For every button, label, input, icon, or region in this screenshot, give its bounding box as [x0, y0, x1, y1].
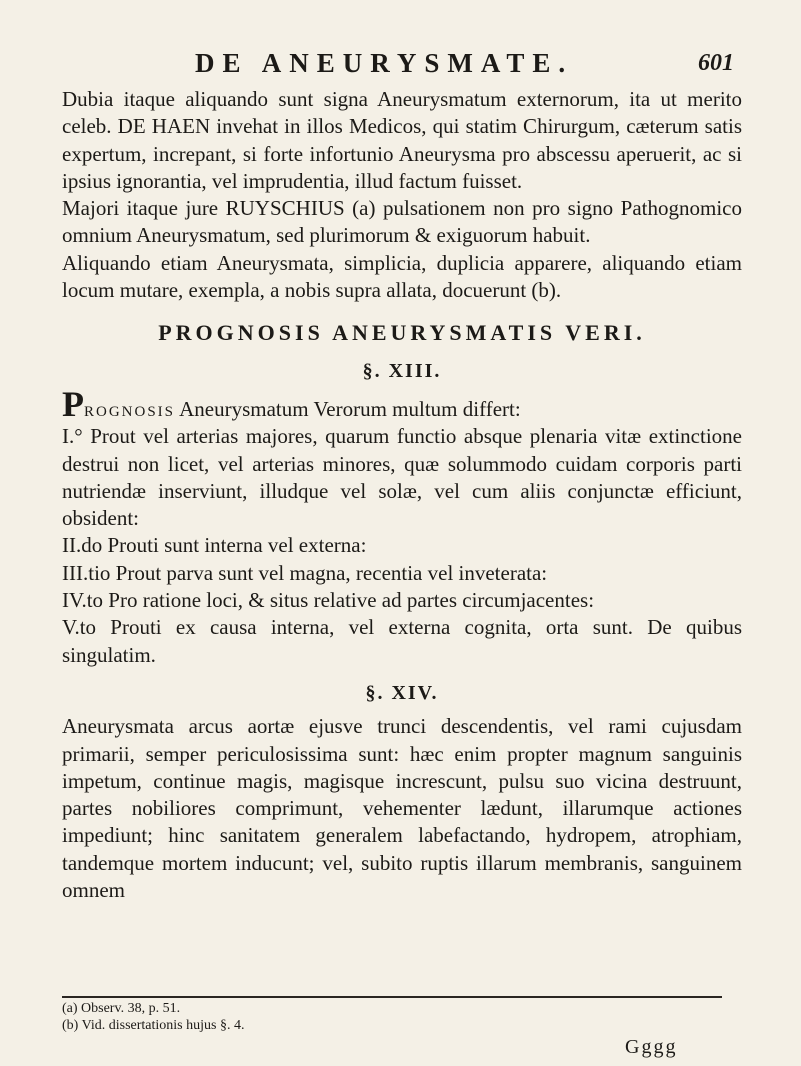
list-item-3: III.tio Prout parva sunt vel magna, recentia vel inveterata: [62, 560, 548, 585]
paragraph-dubia: Dubia itaque aliquando sunt signa Aneurysmatum externorum, ita ut merito celeb. DE HAEN invehat in illos Medicos, qui statim Chirurgum, cæterum satis expertum, increpant, si forte infortunio Aneurysma pro abscessu aperuerit, ac si ipsius ignorantia, vel imprudentia, illud factum fuisset. [62, 87, 742, 193]
footnote-a: (a) Observ. 38, p. 51. [62, 1001, 181, 1016]
intro-smallcaps: rognosis [84, 396, 176, 421]
paragraph-aliquando: Aliquando etiam Aneurysmata, simplicia, duplicia apparere, aliquando etiam locum mutare, exempla, a nobis supra allata, docuerunt (b). [62, 250, 742, 303]
paragraph-aneurysmata-arcus: Aneurysmata arcus aortæ ejusve trunci descendentis, vel rami cujusdam primarii, semper periculosissima sunt: hæc enim propter magnum sanguinis impetum, continue magis, magisque increscunt, pulsu suo vicina destruunt, partes nobiliores comprimunt, vehementer lædunt, illarumque actiones impediunt; hinc sanitatem generalem labefactando, hydropem, atrophiam, tandemque mortem inducunt; vel, subito ruptis illarum membranis, sanguinem omnem [62, 714, 742, 903]
intro-rest: Aneurysmatum Verorum multum differt: [175, 396, 521, 421]
main-text [62, 86, 742, 904]
paragraph-prognosis-intro [62, 383, 742, 424]
paragraph-majori: Majori itaque jure RUYSCHIUS (a) pulsationem non pro signo Pathognomico omnium Aneurysmatum, sed plurimorum & exiguorum habuit. [62, 196, 742, 248]
signature-mark: Gggg [625, 1036, 678, 1058]
list-item-2: II.do Prouti sunt interna vel externa: [62, 533, 367, 558]
drop-cap: P [62, 383, 84, 424]
section-heading-prognosis: PROGNOSIS ANEURYSMATIS VERI. [158, 320, 646, 346]
list-item-1: I.° Prout vel arterias majores, quarum functio absque plenaria vitæ extinctione destrui non licet, vel arterias minores, quæ solummodo cuidam corporis parti nutriendæ inserviunt, illudque vel solæ, vel cum aliis conjunctæ efficiunt, obsident: [62, 424, 742, 531]
list-item-4: IV.to Pro ratione loci, & situs relative ad partes circumjacentes: [62, 588, 595, 613]
page-number: 601 [698, 50, 734, 76]
running-header: DE ANEURYSMATE. [195, 48, 574, 78]
footnotes [62, 1000, 722, 1034]
footnote-rule [62, 996, 722, 998]
section-number-13: §. XIII. [362, 359, 442, 382]
footnote-b: (b) Vid. dissertationis hujus §. 4. [62, 1018, 245, 1033]
list-item-5: V.to Prouti ex causa interna, vel externa cognita, orta sunt. De quibus singulatim. [62, 615, 742, 667]
section-number-14: §. XIV. [365, 681, 439, 704]
